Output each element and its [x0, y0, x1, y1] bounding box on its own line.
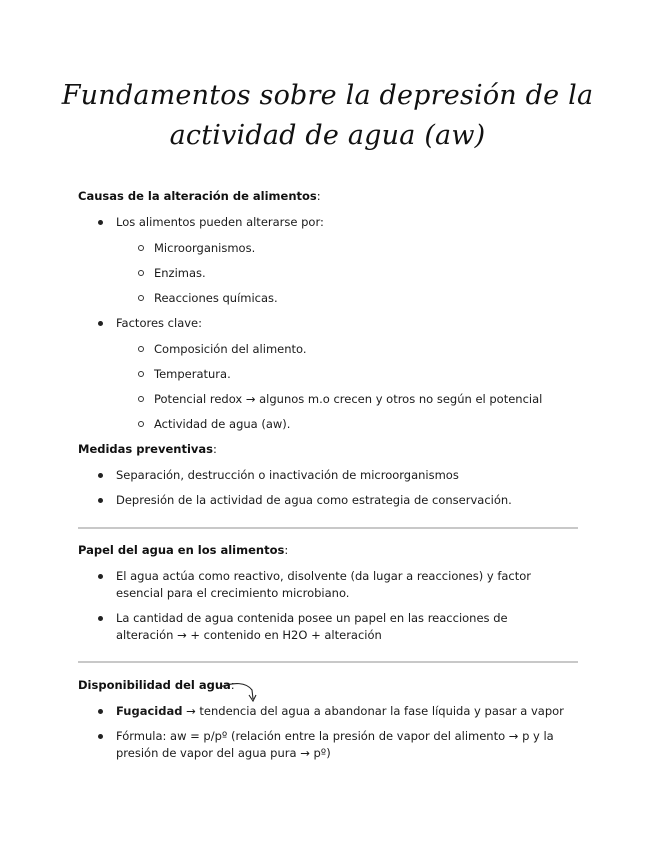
circle-bullet-icon [138, 295, 144, 301]
circle-bullet-icon [138, 421, 144, 427]
bullet-icon [98, 220, 103, 225]
sub-list-item: Potencial redox → algunos m.o crecen y otros no según el potencial [138, 391, 578, 408]
circle-bullet-icon [138, 396, 144, 402]
title-line-2: actividad de agua (aw) [169, 120, 486, 151]
sub-list-item: Actividad de agua (aw). [138, 416, 578, 433]
circle-bullet-icon [138, 371, 144, 377]
sub-list-item: Reacciones químicas. [138, 290, 578, 307]
bullet-icon [98, 616, 103, 621]
list-item: Separación, destrucción o inactivación de microorganismos [98, 467, 578, 484]
sub-list-item: Microorganismos. [138, 240, 578, 257]
list-item: Depresión de la actividad de agua como estrategia de conservación. [98, 492, 578, 509]
heading-medidas: Medidas preventivas: [78, 442, 217, 456]
bullet-icon [98, 321, 103, 326]
list-item: Factores clave: [98, 315, 578, 332]
list-item: Fórmula: aw = p/pº (relación entre la presión de vapor del alimento → p y la presión de vapor del agua pura → pº) [98, 728, 578, 762]
heading-causas: Causas de la alteración de alimentos: [78, 189, 321, 203]
circle-bullet-icon [138, 245, 144, 251]
list-item: Los alimentos pueden alterarse por: [98, 214, 578, 231]
sub-list-item: Composición del alimento. [138, 341, 578, 358]
bullet-icon [98, 574, 103, 579]
title-line-1: Fundamentos sobre la depresión de la [61, 80, 594, 111]
section-divider [78, 527, 578, 529]
circle-bullet-icon [138, 346, 144, 352]
sub-list-item: Enzimas. [138, 265, 578, 282]
circle-bullet-icon [138, 270, 144, 276]
sub-list-item: Temperatura. [138, 366, 578, 383]
document-title [40, 76, 615, 156]
list-item: La cantidad de agua contenida posee un papel en las reacciones de alteración → + contenido en H2O + alteración [98, 610, 578, 644]
list-item: El agua actúa como reactivo, disolvente (da lugar a reacciones) y factor esencial para el crecimiento microbiano. [98, 568, 578, 602]
bullet-icon [98, 734, 103, 739]
bullet-icon [98, 709, 103, 714]
heading-disponibilidad: Disponibilidad del agua: [78, 678, 235, 692]
list-item: Fugacidad → tendencia del agua a abandonar la fase líquida y pasar a vapor [98, 703, 598, 720]
bullet-icon [98, 473, 103, 478]
section-divider [78, 661, 578, 663]
bullet-icon [98, 498, 103, 503]
heading-papel: Papel del agua en los alimentos: [78, 543, 289, 557]
